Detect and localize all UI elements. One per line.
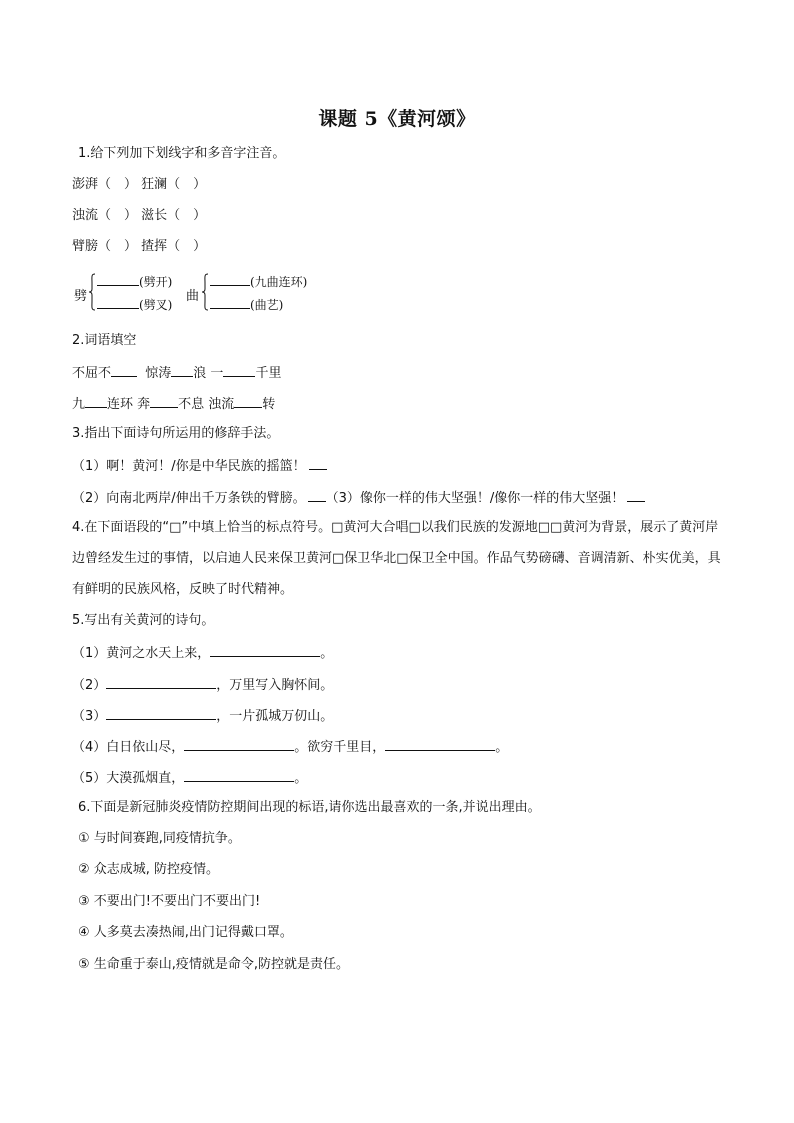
polyphone-entry (210, 296, 283, 313)
q6-heading: 6.下面是新冠肺炎疫情防控期间出现的标语,请你选出最喜欢的一条,并说出理由。 (78, 800, 541, 815)
q5-text: （3） (72, 709, 107, 724)
q1-word: 滋长（ ） (141, 208, 207, 223)
polyphone-entry (97, 296, 172, 313)
polyphone-char: 劈 (74, 289, 88, 304)
answer-blank[interactable] (85, 395, 107, 408)
q5-text: 。 (294, 771, 308, 786)
q5-text: （1）黄河之水天上来， (72, 646, 211, 661)
brace-icon (202, 273, 208, 311)
q5-text: 。欲穷千里目， (294, 740, 386, 755)
q5-text: ，万里写入胸怀间。 (216, 678, 334, 693)
answer-blank[interactable] (308, 489, 326, 502)
answer-blank[interactable] (210, 296, 250, 309)
q2-text: 浪 一 (193, 366, 224, 381)
q2-row-1 (72, 364, 281, 382)
polyphone-char: 曲 (186, 289, 200, 304)
q5-text: 。 (495, 740, 509, 755)
q1-row-1 (72, 177, 206, 193)
q6-slogan: ① 与时间赛跑,同疫情抗争。 (78, 831, 241, 846)
q6-slogan: ③ 不要出门!不要出门不要出门! (78, 894, 261, 909)
q2-row-2 (72, 395, 275, 413)
q5-heading: 5.写出有关黄河的诗句。 (72, 613, 215, 628)
q6-slogan: ⑤ 生命重于泰山,疫情就是命令,防控就是责任。 (78, 957, 350, 972)
answer-blank[interactable] (210, 273, 250, 286)
q2-text: 不屈不 (72, 366, 112, 381)
q3-text: （1）啊！黄河！/你是中华民族的摇篮！ (72, 459, 306, 474)
q5-text: （2） (72, 678, 107, 693)
polyphone-example: (劈叉) (139, 298, 173, 312)
answer-blank[interactable] (111, 364, 137, 377)
q3-item-2 (72, 489, 645, 507)
q2-text: 不息 浊流 (178, 397, 235, 412)
answer-blank[interactable] (150, 395, 178, 408)
answer-blank[interactable] (210, 644, 320, 657)
q1-word: 臂膀（ ） (72, 239, 138, 254)
answer-blank[interactable] (97, 296, 139, 309)
q1-row-3 (72, 239, 206, 255)
q5-item-4 (72, 738, 508, 756)
polyphone-example: (曲艺) (250, 298, 284, 312)
q2-text: 九 (72, 397, 86, 412)
polyphone-entry (210, 273, 307, 290)
q6-slogan: ② 众志成城, 防控疫情。 (78, 862, 220, 877)
answer-blank[interactable] (106, 676, 216, 689)
polyphone-entry (97, 273, 172, 290)
q5-text: ，一片孤城万仞山。 (216, 709, 334, 724)
q2-text: 惊涛 (145, 366, 172, 381)
q5-item-2 (72, 676, 333, 694)
q3-item-1 (72, 457, 327, 475)
page-title: 课题 5《黄河颂》 (318, 108, 476, 130)
q1-heading: 1.给下列加下划线字和多音字注音。 (78, 146, 286, 161)
answer-blank[interactable] (106, 707, 216, 720)
q1-row-2 (72, 208, 206, 224)
q2-text: 转 (262, 397, 276, 412)
q3-heading: 3.指出下面诗句所运用的修辞手法。 (72, 426, 280, 441)
q6-slogan: ④ 人多莫去凑热闹,出门记得戴口罩。 (78, 925, 293, 940)
polyphone-example: (九曲连环) (250, 275, 308, 289)
q2-text: 连环 奔 (107, 397, 151, 412)
answer-blank[interactable] (309, 457, 327, 470)
q4-paragraph: 4.在下面语段的“□”中填上恰当的标点符号。□黄河大合唱□以我们民族的发源地□□黄河为背景，展示了黄河岸边曾经发生过的事情，以启迪人民来保卫黄河□保卫华北□保卫全中国。作品气势磅礴、音调清新、朴实优美，具有鲜明的民族风格，反映了时代精神。 (72, 520, 721, 597)
answer-blank[interactable] (97, 273, 139, 286)
q1-word: 揸挥（ ） (141, 239, 207, 254)
polyphone-example: (劈开) (139, 275, 173, 289)
answer-blank[interactable] (234, 395, 262, 408)
q3-text: （3）像你一样的伟大坚强！/像你一样的伟大坚强！ (325, 491, 625, 506)
q5-text: （4）白日依山尽， (72, 740, 185, 755)
answer-blank[interactable] (385, 738, 495, 751)
answer-blank[interactable] (627, 489, 645, 502)
q2-heading: 2.词语填空 (72, 333, 137, 348)
polyphone-group (72, 271, 332, 315)
answer-blank[interactable] (184, 769, 294, 782)
answer-blank[interactable] (184, 738, 294, 751)
answer-blank[interactable] (171, 364, 193, 377)
q5-text: 。 (320, 646, 334, 661)
q2-text: 千里 (255, 366, 282, 381)
q1-word: 澎湃（ ） (72, 177, 138, 192)
q1-word: 浊流（ ） (72, 208, 138, 223)
q5-item-1 (72, 644, 333, 662)
q1-word: 狂澜（ ） (141, 177, 207, 192)
brace-icon (89, 273, 95, 311)
answer-blank[interactable] (223, 364, 255, 377)
q5-text: （5）大漠孤烟直， (72, 771, 185, 786)
q5-item-3 (72, 707, 333, 725)
q5-item-5 (72, 769, 307, 787)
q3-text: （2）向南北两岸/伸出千万条铁的臂膀。 (72, 491, 306, 506)
